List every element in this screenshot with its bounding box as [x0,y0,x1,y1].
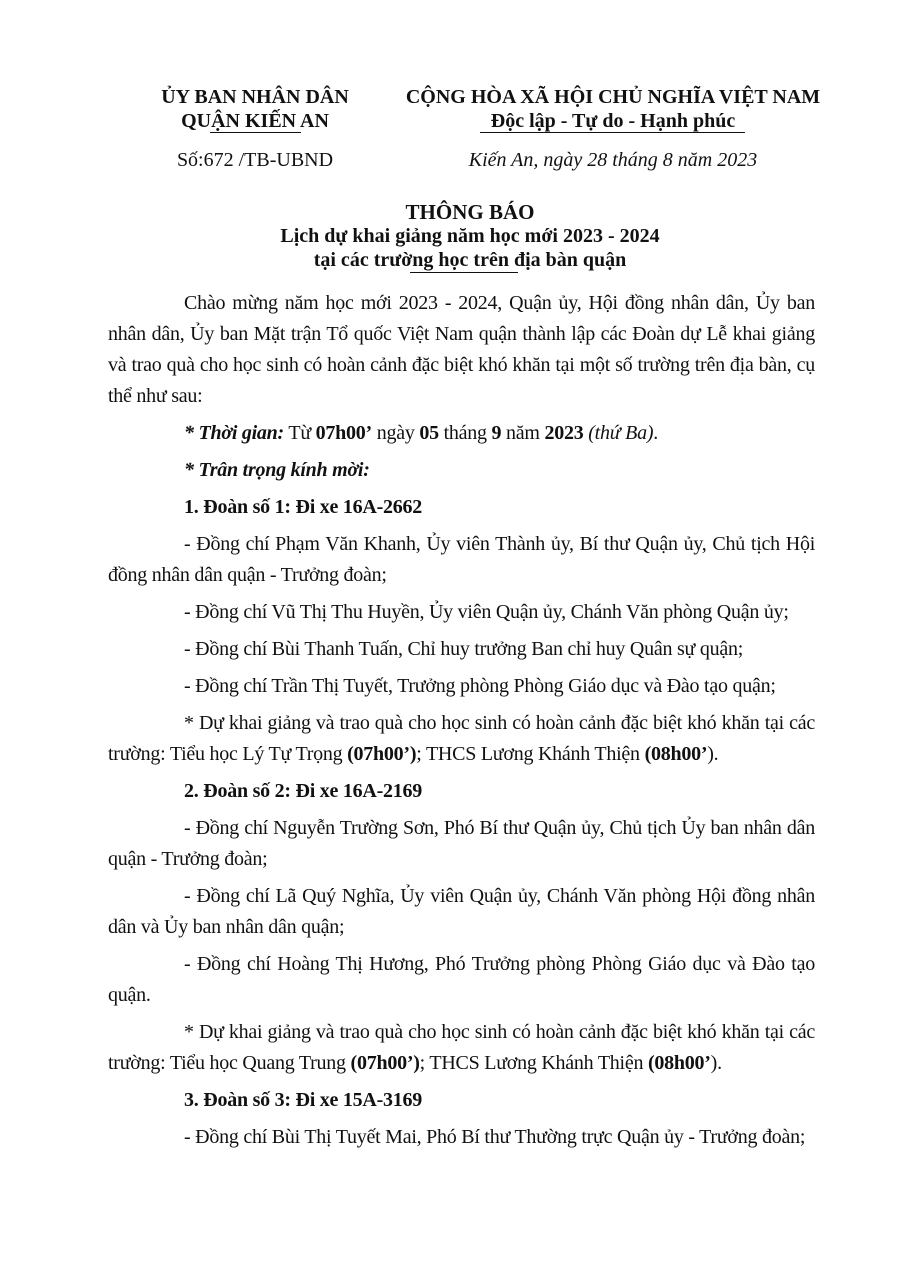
text-segment: - Đồng chí Vũ Thị Thu Huyền, Ủy viên Quận ủy, Chánh Văn phòng Quận ủy; [184,601,789,623]
text-segment: . [653,422,658,444]
text-segment: ; THCS Lương Khánh Thiện [419,1052,648,1074]
text-segment: (08h00’ [647,1052,711,1074]
org-name-line1: ỦY BAN NHÂN DÂN [161,86,349,108]
paragraph [108,529,815,591]
paragraph [108,492,815,523]
text-segment: 05 [419,422,439,444]
paragraph [108,455,815,486]
text-segment: 2023 [544,422,584,444]
org-name-line2: QUẬN KIẾN AN [181,110,329,132]
text-segment: ngày [371,422,420,444]
text-segment: ). [710,1052,722,1074]
text-segment: (07h00’) [350,1052,420,1074]
text-segment: (08h00’ [644,743,708,765]
paragraph [108,671,815,702]
paragraph [108,881,815,943]
paragraph [108,597,815,628]
paragraph [108,708,815,770]
text-segment: * Thời gian: [184,422,284,444]
text-segment: - Đồng chí Bùi Thị Tuyết Mai, Phó Bí thư Thường trực Quận ủy - Trưởng đoàn; [184,1126,806,1148]
text-segment: - Đồng chí Trần Thị Tuyết, Trưởng phòng Phòng Giáo dục và Đào tạo quận; [184,675,776,697]
paragraph [108,418,815,449]
text-segment: (thứ Ba) [588,422,654,444]
text-segment: tháng [438,422,492,444]
text-segment: 1. Đoàn số 1: Đi xe 16A-2662 [184,496,422,518]
text-segment: * Dự khai giảng và trao quà cho học sinh có hoàn cảnh đặc biệt khó khăn tại các trường: Tiểu học Lý Tự Trọng [108,712,815,765]
paragraph [108,634,815,665]
text-segment: - Đồng chí Bùi Thanh Tuấn, Chỉ huy trưởng Ban chỉ huy Quân sự quận; [184,638,744,660]
paragraph [108,1085,815,1116]
place-date: Kiến An, ngày 28 tháng 8 năm 2023 [468,149,758,171]
text-segment: - Đồng chí Nguyễn Trường Sơn, Phó Bí thư Quận ủy, Chủ tịch Ủy ban nhân dân quận - Trưởng đoàn; [108,817,815,870]
paragraph [108,776,815,807]
paragraph [108,1017,815,1079]
text-segment: 07h00’ [315,422,372,444]
text-segment: * Trân trọng kính mời: [184,459,370,481]
title-main: THÔNG BÁO [405,200,535,224]
text-segment: * Dự khai giảng và trao quà cho học sinh có hoàn cảnh đặc biệt khó khăn tại các trường: Tiểu học Quang Trung [108,1021,815,1074]
document-number: Số:672 /TB-UBND [176,149,334,171]
text-segment: năm [501,422,545,444]
text-segment: Từ [283,422,316,444]
document-body [108,0,815,1199]
text-segment: - Đồng chí Phạm Văn Khanh, Ủy viên Thành ủy, Bí thư Quận ủy, Chủ tịch Hội đồng nhân dân quận - Trưởng đoàn; [108,533,815,586]
paragraph [108,949,815,1011]
text-segment: (07h00’) [347,743,417,765]
text-segment: 3. Đoàn số 3: Đi xe 15A-3169 [184,1089,422,1111]
text-segment: ). [707,743,719,765]
text-segment: 2. Đoàn số 2: Đi xe 16A-2169 [184,780,422,802]
title-sub1: Lịch dự khai giảng năm học mới 2023 - 2024 [280,225,660,247]
country-name: CỘNG HÒA XÃ HỘI CHỦ NGHĨA VIỆT NAM [405,86,821,108]
text-segment: ; THCS Lương Khánh Thiện [416,743,645,765]
title-sub2: tại các trường học trên địa bàn quận [313,249,627,271]
paragraph [108,288,815,412]
text-segment: 9 [491,422,502,444]
motto: Độc lập - Tự do - Hạnh phúc [490,110,736,132]
text-segment: - Đồng chí Hoàng Thị Hương, Phó Trưởng phòng Phòng Giáo dục và Đào tạo quận. [108,953,815,1006]
paragraph [108,1122,815,1153]
paragraph [108,813,815,875]
text-segment: Chào mừng năm học mới 2023 - 2024, Quận ủy, Hội đồng nhân dân, Ủy ban nhân dân, Ủy ban Mặt trận Tổ quốc Việt Nam quận thành lập các Đoàn dự Lễ khai giảng và trao quà cho học sinh có hoàn cảnh đặc biệt khó khăn tại một số trường trên địa bàn, cụ thể như sau: [108,292,815,407]
text-segment: - Đồng chí Lã Quý Nghĩa, Ủy viên Quận ủy, Chánh Văn phòng Hội đồng nhân dân và Ủy ban nhân dân quận; [108,885,815,938]
